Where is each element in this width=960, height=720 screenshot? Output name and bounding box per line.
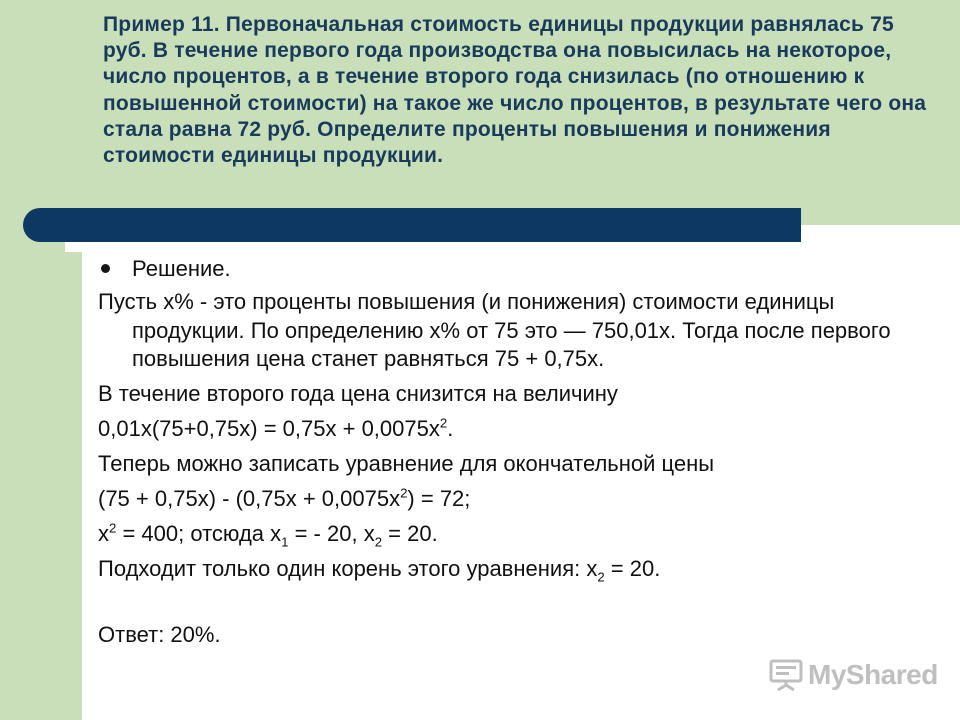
- body-line-4: Теперь можно записать уравнение для окончательной цены: [98, 450, 715, 476]
- slide-body: [98, 252, 938, 674]
- line7-text: Подходит только один корень этого уравнения: х: [98, 555, 598, 581]
- line5-end: ) = 72;: [407, 485, 471, 511]
- body-line-6: [98, 516, 938, 551]
- solution-paragraph: Пусть х% - это проценты повышения (и понижения) стоимости единицы продукции. По определению х% от 75 это — 750,01х. Тогда после первого повышения цена станет равняться 75 + 0,75х.: [98, 289, 891, 371]
- line7-end: = 20.: [604, 555, 661, 581]
- line6-end: = 20.: [382, 520, 438, 546]
- bullet-dot-icon: [101, 264, 110, 273]
- line7-subscript: 2: [597, 568, 605, 584]
- line3-end: .: [447, 415, 454, 441]
- divider-bar: [23, 208, 801, 242]
- line3-exponent: 2: [439, 415, 448, 431]
- presentation-board-icon: [768, 657, 804, 693]
- body-line-7: [98, 551, 938, 586]
- divider-notch: [65, 242, 801, 252]
- body-line-5: [98, 481, 938, 516]
- watermark-text: MyShared: [808, 659, 938, 690]
- line6-subscript-1: 1: [281, 533, 289, 549]
- line5-exponent: 2: [400, 485, 408, 501]
- line6-text-2: = - 20, х: [288, 520, 375, 546]
- body-line-3: [98, 411, 938, 446]
- bullet-text: Решение.: [132, 256, 231, 281]
- line6-var: х: [98, 520, 109, 546]
- line5-text: (75 + 0,75х) - (0,75х + 0,0075х: [98, 485, 401, 511]
- body-line-2: В течение второго года цена снизится на величину: [98, 380, 618, 406]
- bullet-item: [98, 254, 938, 284]
- line6-exponent: 2: [109, 520, 117, 536]
- line6-text: = 400; отсюда х: [116, 520, 282, 546]
- slide-title: Пример 11. Первоначальная стоимость единицы продукции равнялась 75 руб. В течение первого года производства она повысилась на некоторое, число процентов, а в течение второго года снизилась (по отношению к повышенной стоимости) на такое же число процентов, в результате чего она стала равна 72 руб. Определите проценты повышения и понижения стоимости единицы продукции.: [103, 13, 927, 168]
- line6-subscript-2: 2: [374, 533, 383, 549]
- line3-text: 0,01х(75+0,75х) = 0,75х + 0,0075х: [98, 415, 440, 441]
- answer-line: Ответ: 20%.: [98, 621, 221, 647]
- left-accent-stripe: [0, 0, 82, 720]
- watermark: [768, 652, 938, 698]
